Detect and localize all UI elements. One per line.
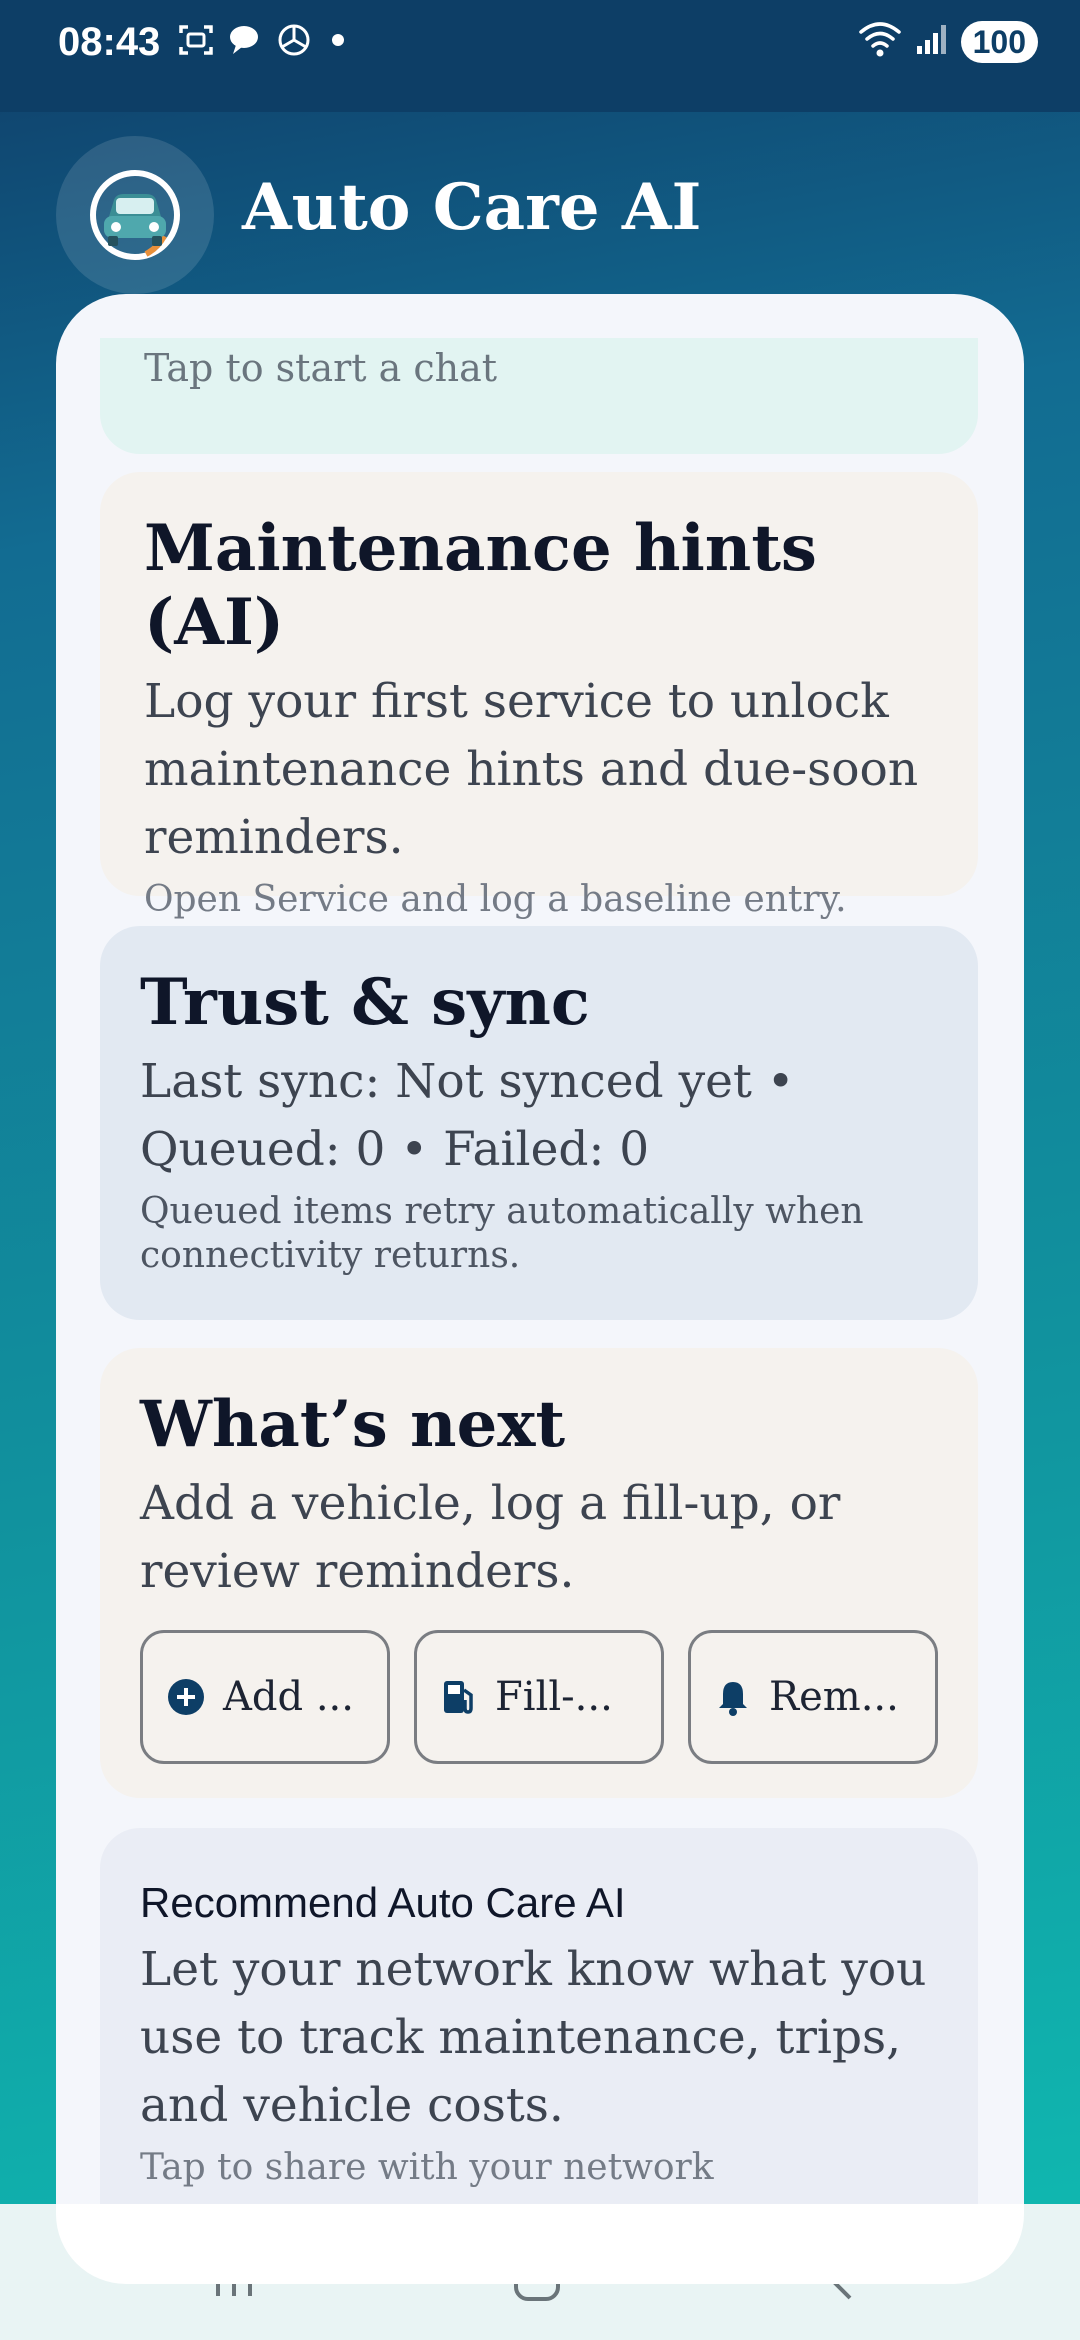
recommend-title: Recommend Auto Care AI: [140, 1879, 626, 1926]
chat-bubble-icon: [228, 24, 262, 61]
screenshot-icon: [178, 23, 214, 62]
chat-card-subtitle: Tap to start a chat: [144, 346, 498, 390]
trust-sync-title: Trust & sync: [140, 965, 590, 1040]
status-time: 08:43: [58, 20, 161, 64]
maintenance-hints-title: Maintenance hints (AI): [144, 511, 817, 660]
whats-next-card: [100, 1348, 978, 1798]
fill-up-label: Fill-...: [495, 1674, 613, 1720]
sheet-bottom-edge: [56, 2204, 1024, 2284]
fuel-pump-icon: [441, 1678, 477, 1716]
maintenance-hints-card[interactable]: [100, 472, 978, 920]
whats-next-title: What’s next: [140, 1387, 565, 1462]
add-vehicle-label: Add ...: [223, 1674, 354, 1720]
signal-icon: [915, 22, 949, 61]
bell-icon: [715, 1678, 751, 1716]
reminders-label: Rem...: [769, 1674, 899, 1720]
recommend-hint: Tap to share with your network: [140, 2147, 714, 2188]
whats-next-body: Add a vehicle, log a fill-up, or review reminders.: [140, 1476, 841, 1599]
chat-card[interactable]: [100, 338, 978, 454]
recommend-body: Let your network know what you use to track maintenance, trips, and vehicle costs.: [140, 1942, 927, 2133]
fill-up-button[interactable]: [414, 1630, 664, 1764]
content-sheet: [56, 294, 1024, 2284]
app-header: [0, 130, 1080, 290]
status-bar: [0, 0, 1080, 112]
openai-icon: [276, 22, 312, 63]
trust-sync-status: Last sync: Not synced yet • Queued: 0 • Failed: 0: [140, 1054, 795, 1177]
dot-icon: [326, 28, 350, 57]
trust-sync-hint: Queued items retry automatically when connectivity returns.: [140, 1191, 864, 1276]
car-icon: [56, 136, 214, 294]
battery-indicator: 100: [961, 21, 1038, 63]
maintenance-hints-body: Log your first service to unlock maintenance hints and due-soon reminders.: [144, 674, 919, 865]
app-title: Auto Care AI: [242, 170, 702, 245]
recommend-card[interactable]: [100, 1828, 978, 2248]
maintenance-hints-hint: Open Service and log a baseline entry.: [144, 879, 847, 920]
trust-sync-card[interactable]: [100, 926, 978, 1320]
add-vehicle-button[interactable]: [140, 1630, 390, 1764]
app-logo: [56, 136, 214, 294]
wifi-icon: [857, 20, 903, 63]
reminders-button[interactable]: [688, 1630, 938, 1764]
add-circle-icon: [167, 1678, 205, 1716]
notification-icons: [178, 22, 350, 63]
